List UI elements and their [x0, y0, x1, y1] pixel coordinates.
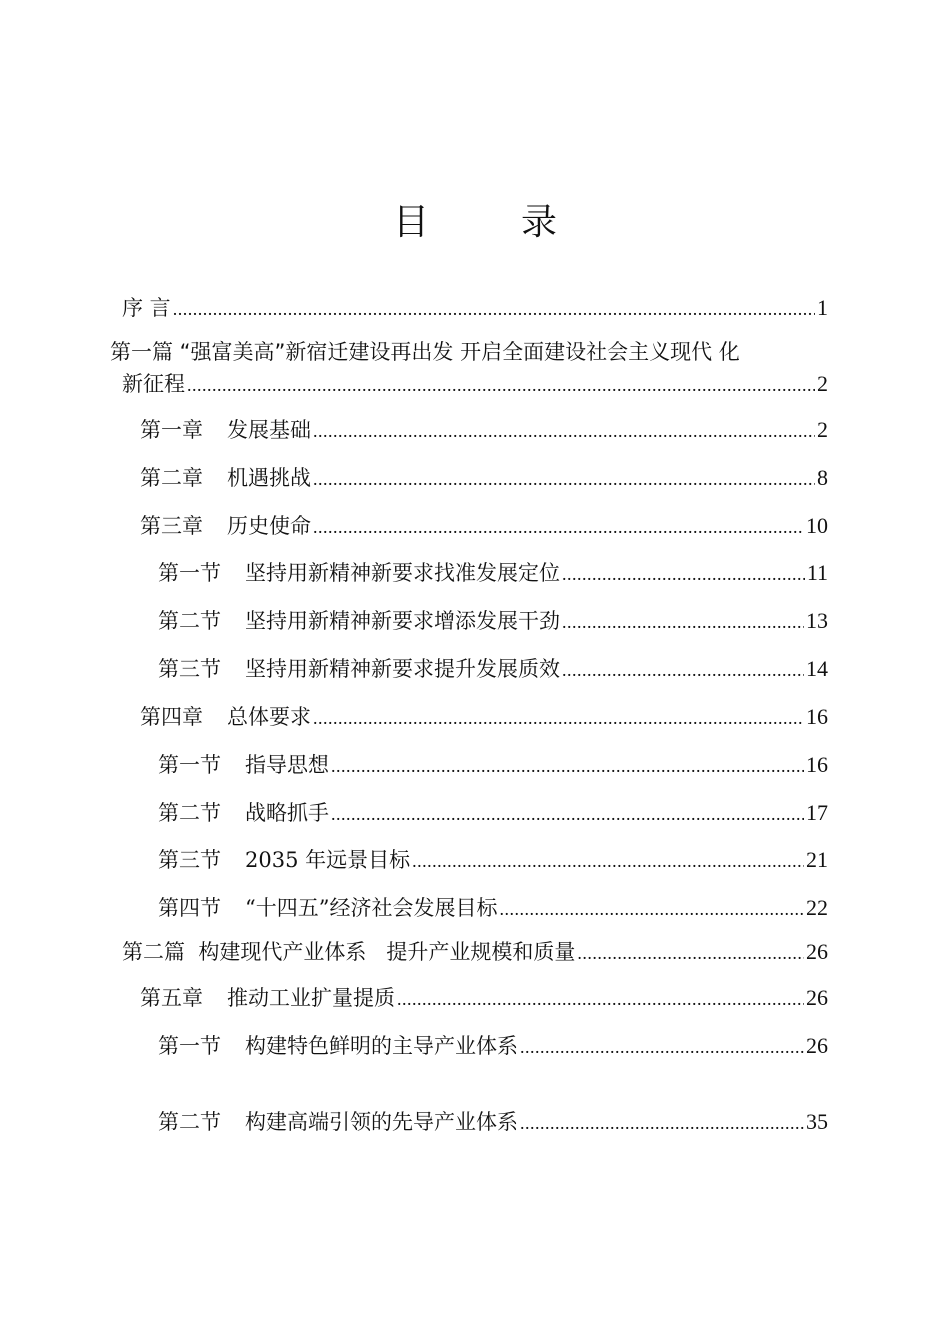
toc-number: 第一章	[140, 418, 203, 442]
toc-page-number: 26	[806, 1033, 828, 1058]
toc-entry-ch5-section-1[interactable]	[158, 1030, 828, 1063]
toc-leader	[520, 1107, 804, 1139]
toc-leader	[499, 893, 804, 925]
toc-number: 第三节	[158, 848, 221, 872]
toc-leader	[331, 798, 804, 830]
toc-label: 第二篇 构建现代产业体系 提升产业规模和质量	[122, 940, 576, 964]
toc-leader	[412, 845, 804, 877]
toc-part1-title[interactable]: 第一篇 “强富美高”新宿迁建设再出发 开启全面建设社会主义现代 化	[110, 340, 740, 364]
toc-entry-chapter-2[interactable]	[140, 462, 828, 495]
toc-label: 新征程	[122, 372, 185, 396]
toc-entry-chapter-1[interactable]	[140, 414, 828, 447]
toc-label: 战略抓手	[245, 801, 329, 825]
toc-label: 推动工业扩量提质	[227, 986, 395, 1010]
toc-page-number: 35	[806, 1109, 828, 1134]
toc-number: 第二节	[158, 801, 221, 825]
toc-number: 第一节	[158, 753, 221, 777]
toc-page-number: 11	[806, 560, 828, 585]
toc-leader	[173, 293, 815, 325]
toc-page-number: 1	[817, 295, 828, 320]
toc-number: 第三节	[158, 657, 221, 681]
toc-entry-part2[interactable]	[122, 936, 828, 969]
toc-label: 坚持用新精神新要求找准发展定位	[245, 561, 560, 585]
toc-page-number: 13	[806, 608, 828, 633]
toc-entry-ch3-section-2[interactable]	[158, 605, 828, 638]
toc-label: 构建高端引领的先导产业体系	[245, 1110, 518, 1134]
toc-page-number: 14	[806, 656, 828, 681]
toc-leader	[577, 937, 804, 969]
toc-number: 第四节	[158, 896, 221, 920]
toc-label: 总体要求	[227, 705, 311, 729]
toc-label: 指导思想	[245, 753, 329, 777]
toc-page-number: 16	[806, 752, 828, 777]
toc-label: 历史使命	[227, 514, 311, 538]
toc-page-number: 2	[817, 417, 828, 442]
toc-number: 第一节	[158, 1034, 221, 1058]
toc-page-number: 22	[806, 895, 828, 920]
toc-leader	[313, 511, 804, 543]
toc-entry-preface[interactable]	[122, 292, 828, 325]
toc-label: 坚持用新精神新要求增添发展干劲	[245, 609, 560, 633]
toc-label: 发展基础	[227, 418, 311, 442]
toc-label: 2035 年远景目标	[245, 848, 411, 872]
toc-entry-chapter-3[interactable]	[140, 510, 828, 543]
toc-number: 第二章	[140, 466, 203, 490]
toc-label: 坚持用新精神新要求提升发展质效	[245, 657, 560, 681]
toc-label: 构建特色鲜明的主导产业体系	[245, 1034, 518, 1058]
toc-number: 第四章	[140, 705, 203, 729]
toc-leader	[562, 606, 804, 638]
toc-page-number: 26	[806, 985, 828, 1010]
toc-number: 第二节	[158, 1110, 221, 1134]
toc-leader	[562, 558, 805, 590]
toc-leader	[520, 1031, 804, 1063]
toc-entry-chapter-5[interactable]	[140, 982, 828, 1015]
toc-label: 机遇挑战	[227, 466, 311, 490]
toc-page-number: 16	[806, 704, 828, 729]
toc-number: 第五章	[140, 986, 203, 1010]
page-title: 目 录	[392, 202, 585, 243]
toc-entry-part1[interactable]	[122, 368, 828, 401]
toc-label: “十四五”经济社会发展目标	[245, 896, 498, 920]
toc-page-number: 10	[806, 513, 828, 538]
toc-number: 第一节	[158, 561, 221, 585]
toc-number: 第三章	[140, 514, 203, 538]
toc-page-number: 26	[806, 939, 828, 964]
toc-entry-ch3-section-1[interactable]	[158, 557, 828, 590]
toc-leader	[313, 702, 804, 734]
toc-leader	[331, 750, 804, 782]
toc-entry-ch4-section-1[interactable]	[158, 749, 828, 782]
toc-entry-ch3-section-3[interactable]	[158, 653, 828, 686]
toc-entry-ch4-section-4[interactable]	[158, 892, 828, 925]
toc-number: 第二节	[158, 609, 221, 633]
toc-entry-ch4-section-3[interactable]	[158, 844, 828, 877]
toc-entry-ch4-section-2[interactable]	[158, 797, 828, 830]
toc-page-number: 17	[806, 800, 828, 825]
toc-page-number: 8	[817, 465, 828, 490]
toc-entry-ch5-section-2[interactable]	[158, 1106, 828, 1139]
toc-leader	[562, 654, 804, 686]
toc-page-number: 2	[817, 371, 828, 396]
toc-leader	[187, 369, 815, 401]
toc-leader	[313, 463, 815, 495]
toc-page-number: 21	[806, 847, 828, 872]
toc-entry-chapter-4[interactable]	[140, 701, 828, 734]
toc-label: 序 言	[122, 296, 171, 320]
toc-leader	[397, 983, 804, 1015]
toc-leader	[313, 415, 815, 447]
